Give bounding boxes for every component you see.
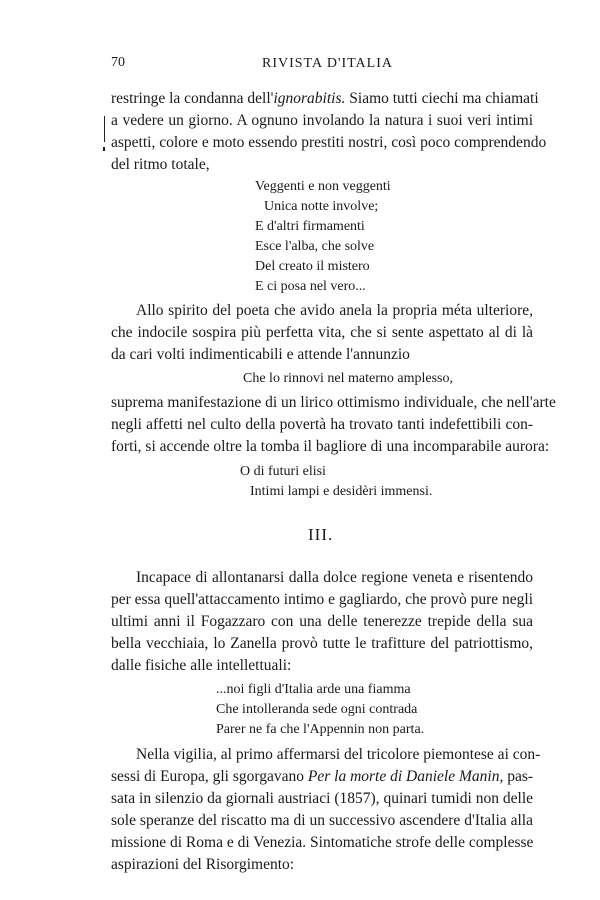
paragraph-line: Allo spirito del poeta che avido anela la propria méta ulteriore, bbox=[136, 302, 533, 319]
verse-line: Che intolleranda sede ogni contrada bbox=[216, 702, 418, 717]
margin-mark bbox=[104, 116, 105, 142]
verse-line: Parer ne fa che l'Appennin non parta. bbox=[216, 722, 425, 737]
paragraph-line: per essa quell'attaccamento intimo e gagliardo, che provò pure negli bbox=[111, 591, 533, 608]
paragraph-line: sessi di Europa, gli sgorgavano Per la morte di Daniele Manin, pas- bbox=[111, 768, 534, 785]
paragraph-line: del ritmo totale, bbox=[111, 156, 210, 173]
verse-line: Esce l'alba, che solve bbox=[255, 239, 375, 254]
paragraph-line: dalle fisiche alle intellettuali: bbox=[111, 657, 292, 674]
paragraph-line: aspetti, colore e moto essendo prestiti nostri, così poco comprendendo bbox=[111, 134, 547, 151]
paragraph-line: suprema manifestazione di un lirico ottimismo individuale, che nell'arte bbox=[111, 394, 556, 411]
margin-mark bbox=[103, 147, 105, 151]
paragraph-line: restringe la condanna dell'ignorabitis. Siamo tutti ciechi ma chiamati bbox=[111, 90, 539, 107]
verse-line: ...noi figli d'Italia arde una fiamma bbox=[216, 682, 411, 697]
paragraph-line: aspirazioni del Risorgimento: bbox=[111, 856, 295, 873]
paragraph-line: missione di Roma e di Venezia. Sintomatiche strofe delle complesse bbox=[111, 834, 534, 851]
running-title: RIVISTA D'ITALIA bbox=[262, 56, 393, 71]
verse-line: E ci posa nel vero... bbox=[255, 279, 366, 294]
paragraph-line: sole speranze del riscatto ma di un successivo ascendere d'Italia alla bbox=[111, 812, 533, 829]
paragraph-line: che indocile sospira più perfetta vita, che si sente aspettato al di là bbox=[111, 324, 533, 341]
section-number: III. bbox=[308, 525, 334, 544]
paragraph-line: forti, si accende oltre la tomba il bagliore di una incomparabile aurora: bbox=[111, 438, 550, 455]
paragraph-line: da cari volti indimenticabili e attende l'annunzio bbox=[111, 346, 410, 363]
paragraph-line: ultimi anni il Fogazzaro con una delle tenerezze trepide della sua bbox=[111, 613, 533, 630]
verse-line: O di futuri elisi bbox=[240, 464, 326, 479]
paragraph-line: sata in silenzio da giornali austriaci (1857), quinari tumidi non delle bbox=[111, 790, 533, 807]
verse-line: E d'altri firmamenti bbox=[255, 219, 365, 234]
page-number: 70 bbox=[111, 55, 125, 70]
paragraph-line: bella vecchiaia, lo Zanella provò tutte le trafitture del patriottismo, bbox=[111, 635, 533, 652]
paragraph-line: a vedere un giorno. A ognuno involando la natura i suoi veri intimi bbox=[111, 112, 533, 129]
verse-line: Del creato il mistero bbox=[255, 259, 370, 274]
paragraph-line: Nella vigilia, al primo affermarsi del tricolore piemontese ai con- bbox=[136, 746, 541, 763]
paragraph-line: negli affetti nel culto della povertà ha trovato tanti indefettibili con- bbox=[111, 416, 533, 433]
verse-line: Intimi lampi e desidèri immensi. bbox=[250, 484, 433, 499]
verse-line: Unica notte involve; bbox=[264, 199, 379, 214]
paragraph-line: Incapace di allontanarsi dalla dolce regione veneta e risentendo bbox=[136, 569, 533, 586]
verse-line: Che lo rinnovi nel materno amplesso, bbox=[243, 371, 453, 386]
verse-line: Veggenti e non veggenti bbox=[255, 179, 391, 194]
